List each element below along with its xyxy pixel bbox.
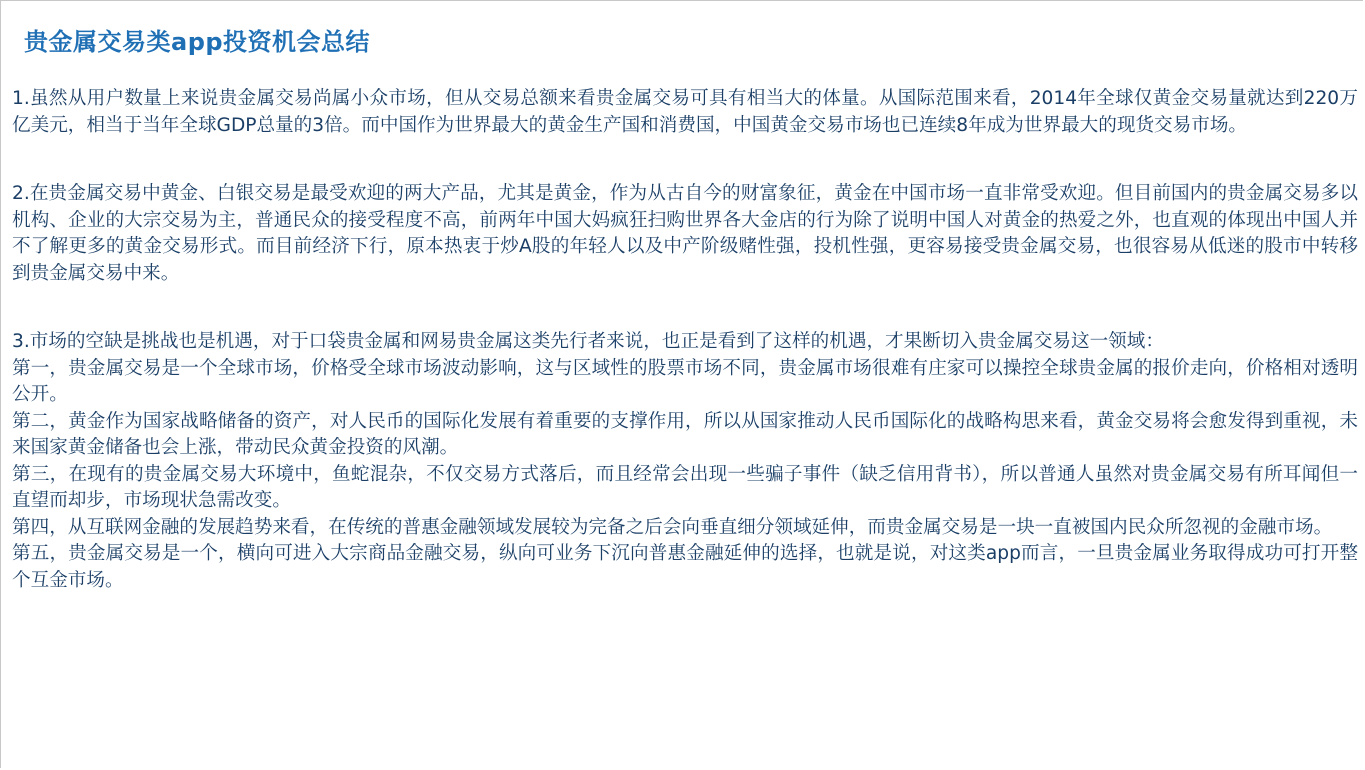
- paragraph-3-intro: 3.市场的空缺是挑战也是机遇，对于口袋贵金属和网易贵金属这类先行者来说，也正是看到了这样的机遇，才果断切入贵金属交易这一领域：: [12, 331, 1164, 352]
- point-fifth: 第五，贵金属交易是一个，横向可进入大宗商品金融交易，纵向可业务下沉向普惠金融延伸的选择，也就是说，对这类app而言，一旦贵金属业务取得成功可打开整个互金市场。: [12, 543, 1358, 591]
- paragraph-3-section: [12, 329, 1358, 594]
- paragraph-1: 1.虽然从用户数量上来说贵金属交易尚属小众市场，但从交易总额来看贵金属交易可具有相当大的体量。从国际范围来看，2014年全球仅黄金交易量就达到220万亿美元，相当于当年全球GDP总量的3倍。而中国作为世界最大的黄金生产国和消费国，中国黄金交易市场也已连续8年成为世界最大的现货交易市场。: [12, 88, 1358, 136]
- point-fourth: 第四，从互联网金融的发展趋势来看，在传统的普惠金融领域发展较为完备之后会向垂直细分领域延伸，而贵金属交易是一块一直被国内民众所忽视的金融市场。: [12, 516, 1333, 538]
- slide-content: [12, 86, 1358, 594]
- point-third: 第三，在现有的贵金属交易大环境中，鱼蛇混杂，不仅交易方式落后，而且经常会出现一些骗子事件（缺乏信用背书），所以普通人虽然对贵金属交易有所耳闻但一直望而却步，市场现状急需改变。: [12, 463, 1358, 511]
- slide-title: 贵金属交易类app投资机会总结: [24, 28, 371, 56]
- point-first: 第一，贵金属交易是一个全球市场，价格受全球市场波动影响，这与区域性的股票市场不同，贵金属市场很难有庄家可以操控全球贵金属的报价走向，价格相对透明公开。: [12, 357, 1358, 405]
- point-second: 第二，黄金作为国家战略储备的资产，对人民币的国际化发展有着重要的支撑作用，所以从国家推动人民币国际化的战略构思来看，黄金交易将会愈发得到重视，未来国家黄金储备也会上涨，带动民众黄金投资的风潮。: [12, 410, 1358, 458]
- paragraph-2: 2.在贵金属交易中黄金、白银交易是最受欢迎的两大产品，尤其是黄金，作为从古自今的财富象征，黄金在中国市场一直非常受欢迎。但目前国内的贵金属交易多以机构、企业的大宗交易为主，普通民众的接受程度不高，前两年中国大妈疯狂扫购世界各大金店的行为除了说明中国人对黄金的热爱之外，也直观的体现出中国人并不了解更多的黄金交易形式。而目前经济下行，原本热衷于炒A股的年轻人以及中产阶级赌性强，投机性强，更容易接受贵金属交易，也很容易从低迷的股市中转移到贵金属交易中来。: [12, 183, 1358, 284]
